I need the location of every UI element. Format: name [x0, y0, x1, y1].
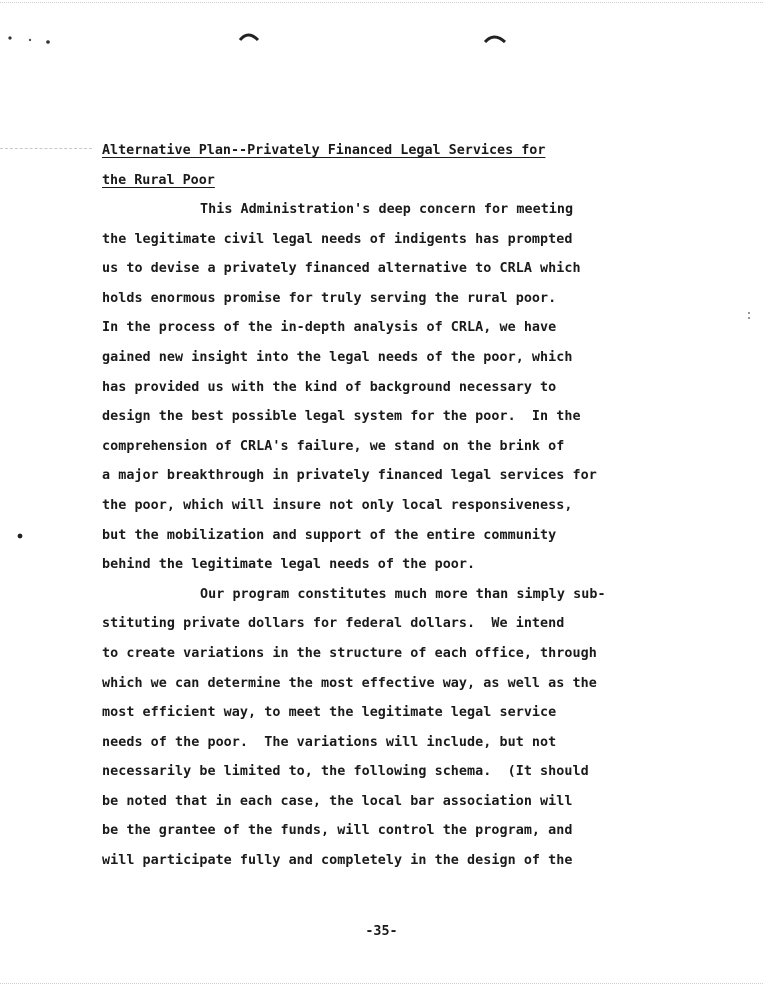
paragraph-line: to create variations in the structure of each office, through [102, 645, 597, 661]
paragraph-line: design the best possible legal system for the poor. In the [102, 409, 581, 425]
paragraph-line: behind the legitimate legal needs of the poor. [102, 557, 476, 573]
paragraph-line: comprehension of CRLA's failure, we stand on the brink of [102, 438, 565, 454]
paragraph-line: but the mobilization and support of the entire community [102, 527, 557, 543]
paragraph-line: be the grantee of the funds, will control the program, and [102, 823, 573, 839]
paragraph-line: gained new insight into the legal needs of the poor, which [102, 349, 573, 365]
heading-line-2: the Rural Poor [102, 173, 215, 188]
paragraph-line: stituting private dollars for federal dollars. We intend [102, 616, 565, 632]
paragraph-line: which we can determine the most effective way, as well as the [102, 675, 597, 691]
paragraph-line: a major breakthrough in privately financed legal services for [102, 468, 597, 484]
paragraph-line: the legitimate civil legal needs of indigents has prompted [102, 231, 573, 247]
page-number: -35- [365, 924, 398, 939]
paragraph-line: has provided us with the kind of background necessary to [102, 379, 557, 395]
paragraph-line: us to devise a privately financed alternative to CRLA which [102, 261, 581, 277]
section-heading [102, 136, 662, 196]
paragraph-line: most efficient way, to meet the legitimate legal service [102, 705, 557, 721]
heading-line-1: Alternative Plan--Privately Financed Legal Services for [102, 143, 546, 158]
paragraph-line: holds enormous promise for truly serving the rural poor. [102, 290, 557, 306]
paragraph-line: This Administration's deep concern for meeting [200, 202, 574, 217]
paragraph-line: needs of the poor. The variations will include, but not [102, 734, 557, 750]
paragraph-line: be noted that in each case, the local bar association will [102, 793, 573, 809]
paragraph-line: In the process of the in-depth analysis of CRLA, we have [102, 320, 557, 336]
body-text [102, 195, 702, 876]
paragraph-line: necessarily be limited to, the following schema. (It should [102, 764, 589, 780]
paragraph-line: the poor, which will insure not only local responsiveness, [102, 497, 573, 513]
paragraph-line: will participate fully and completely in the design of the [102, 853, 573, 869]
paragraph-line: Our program constitutes much more than simply sub- [200, 586, 606, 602]
